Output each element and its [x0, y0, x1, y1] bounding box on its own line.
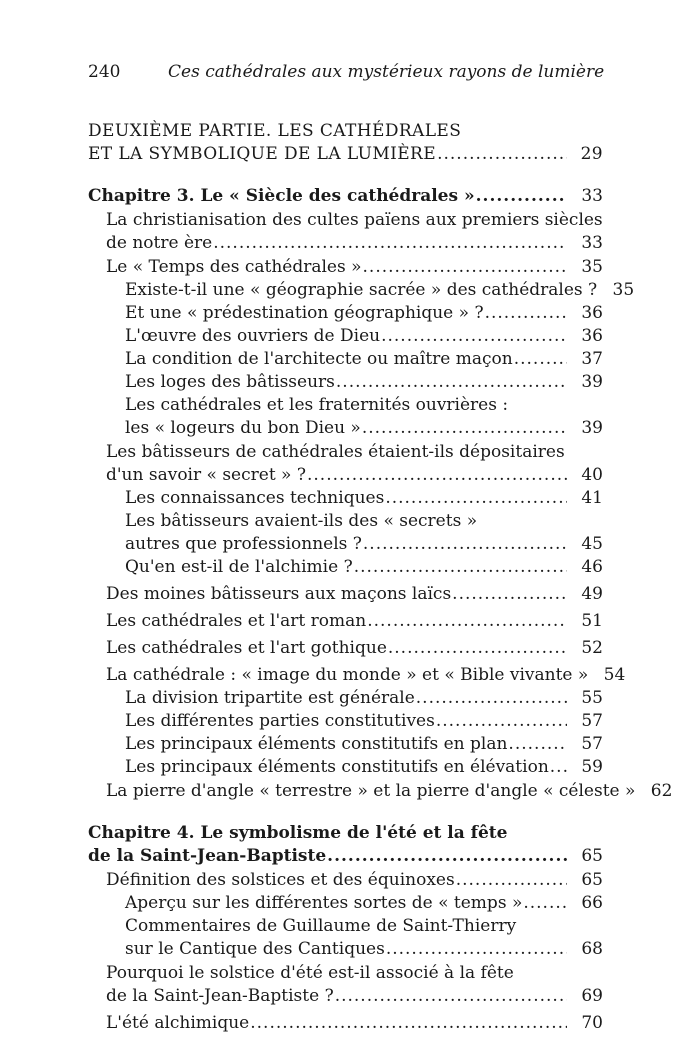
leader-dots — [335, 985, 567, 1008]
page-ref: 46 — [581, 557, 603, 577]
entry-title: Les principaux éléments constitutifs en élévation — [125, 757, 549, 777]
entry-title-line2: les « logeurs du bon Dieu » — [125, 418, 361, 438]
chapter-title: Chapitre 3. Le « Siècle des cathédrales » — [88, 186, 475, 206]
leader-dots — [367, 610, 567, 633]
toc-entry — [88, 780, 673, 803]
leader-dots — [508, 733, 567, 756]
entry-title: L'été alchimique — [106, 1013, 250, 1033]
page-ref: 39 — [581, 372, 603, 392]
entry-title: La division tripartite est générale — [125, 688, 415, 708]
leader-dots — [307, 464, 567, 487]
page-ref: 40 — [581, 465, 603, 485]
entry-title-line2: de la Saint-Jean-Baptiste ? — [106, 986, 334, 1006]
entry-title: Les cathédrales et l'art roman — [106, 611, 367, 631]
toc-subentry — [88, 892, 603, 915]
page-ref: 39 — [581, 418, 603, 438]
toc-subentry — [88, 302, 603, 325]
toc-subentry — [88, 487, 603, 510]
page-ref: 36 — [581, 303, 603, 323]
running-header — [88, 62, 603, 90]
leader-dots — [523, 892, 567, 915]
page-ref: 65 — [581, 870, 603, 890]
leader-dots — [437, 143, 567, 166]
leader-dots — [336, 371, 567, 394]
toc-subentry — [88, 510, 603, 556]
leader-dots — [456, 869, 567, 892]
leader-dots — [250, 1012, 567, 1035]
toc-entry — [88, 869, 603, 892]
entry-title: La pierre d'angle « terrestre » et la pierre d'angle « céleste » — [106, 781, 636, 801]
page-ref: 35 — [612, 280, 635, 300]
entry-title: Définition des solstices et des équinoxes — [106, 870, 455, 890]
entry-title: Les principaux éléments constitutifs en plan — [125, 734, 508, 754]
page-ref: 36 — [581, 326, 603, 346]
page-ref: 68 — [581, 939, 603, 959]
leader-dots — [436, 710, 567, 733]
entry-title: Les loges des bâtisseurs — [125, 372, 335, 392]
chapter-title-line1: Chapitre 4. Le symbolisme de l'été et la fête — [88, 823, 508, 843]
toc-subentry — [88, 279, 635, 302]
toc-entry — [88, 256, 603, 279]
entry-title-line1: Les cathédrales et les fraternités ouvrières : — [125, 395, 509, 415]
toc-entry — [88, 637, 603, 660]
page-ref: 33 — [581, 233, 603, 253]
toc-subentry — [88, 687, 603, 710]
toc-chapter-3 — [88, 185, 603, 208]
page-ref: 52 — [581, 638, 603, 658]
toc-entry — [88, 962, 603, 1008]
leader-dots — [385, 487, 567, 510]
page-ref: 54 — [603, 665, 626, 685]
leader-dots — [213, 232, 567, 255]
toc-entry — [88, 664, 626, 687]
entry-title-line1: Les bâtisseurs avaient-ils des « secrets » — [125, 511, 478, 531]
toc-subentry — [88, 556, 603, 579]
entry-title-line1: La christianisation des cultes païens aux premiers siècles — [106, 210, 603, 230]
toc-subentry — [88, 733, 603, 756]
entry-title-line2: sur le Cantique des Cantiques — [125, 939, 385, 959]
entry-title: Des moines bâtisseurs aux maçons laïcs — [106, 584, 452, 604]
toc-subentry — [88, 371, 603, 394]
entry-title: Aperçu sur les différentes sortes de « temps » — [125, 893, 523, 913]
leader-dots — [550, 756, 567, 779]
entry-title-line1: Les bâtisseurs de cathédrales étaient-ils dépositaires — [106, 442, 565, 462]
toc-subentry — [88, 325, 603, 348]
entry-title: Le « Temps des cathédrales » — [106, 257, 362, 277]
toc-entry — [88, 583, 603, 606]
leader-dots — [354, 556, 567, 579]
leader-dots — [386, 938, 567, 961]
toc-subentry — [88, 915, 603, 961]
entry-title: Les connaissances techniques — [125, 488, 385, 508]
entry-title: Les cathédrales et l'art gothique — [106, 638, 387, 658]
entry-title-line1: Pourquoi le solstice d'été est-il associé à la fête — [106, 963, 514, 983]
toc-subentry — [88, 710, 603, 733]
leader-dots — [485, 302, 567, 325]
leader-dots — [416, 687, 567, 710]
page-ref: 70 — [581, 1013, 603, 1033]
page-ref: 65 — [581, 846, 603, 866]
page-ref: 49 — [581, 584, 603, 604]
page-ref: 59 — [581, 757, 603, 777]
leader-dots — [327, 845, 567, 868]
toc-entry — [88, 441, 603, 487]
page-ref: 55 — [581, 688, 603, 708]
page-ref: 35 — [581, 257, 603, 277]
toc-subentry — [88, 394, 603, 440]
entry-title: La condition de l'architecte ou maître maçon — [125, 349, 513, 369]
part-title-line2: ET LA SYMBOLIQUE DE LA LUMIÈRE — [88, 144, 437, 164]
toc-entry — [88, 209, 603, 255]
page-ref: 69 — [581, 986, 603, 1006]
toc-part-heading — [88, 120, 603, 166]
toc-entry — [88, 1012, 603, 1035]
leader-dots — [363, 256, 567, 279]
part-title-line1: DEUXIÈME PARTIE. LES CATHÉDRALES — [88, 121, 462, 141]
running-title: Ces cathédrales aux mystérieux rayons de lumière — [168, 62, 605, 82]
entry-title-line1: Commentaires de Guillaume de Saint-Thierry — [125, 916, 517, 936]
chapter-title-line2: de la Saint-Jean-Baptiste — [88, 846, 327, 866]
toc-chapter-4 — [88, 822, 603, 868]
entry-title: Les différentes parties constitutives — [125, 711, 435, 731]
page-ref: 33 — [581, 186, 603, 206]
page-ref: 51 — [581, 611, 603, 631]
entry-title: Et une « prédestination géographique » ? — [125, 303, 484, 323]
toc-subentry — [88, 756, 603, 779]
table-of-contents — [88, 120, 673, 1035]
page-ref: 57 — [581, 734, 603, 754]
entry-title: Qu'en est-il de l'alchimie ? — [125, 557, 353, 577]
leader-dots — [362, 417, 567, 440]
entry-title: Existe-t-il une « géographie sacrée » des cathédrales ? — [125, 280, 598, 300]
toc-subentry — [88, 348, 603, 371]
entry-title: La cathédrale : « image du monde » et « Bible vivante » — [106, 665, 589, 685]
entry-title-line2: d'un savoir « secret » ? — [106, 465, 306, 485]
leader-dots — [476, 185, 567, 208]
leader-dots — [363, 533, 567, 556]
page-ref: 29 — [580, 144, 603, 164]
page-number: 240 — [88, 62, 121, 82]
page-ref: 41 — [581, 488, 603, 508]
leader-dots — [388, 637, 567, 660]
entry-title-line2: autres que professionnels ? — [125, 534, 362, 554]
toc-entry — [88, 610, 603, 633]
page-ref: 45 — [581, 534, 603, 554]
page-ref: 62 — [650, 781, 673, 801]
leader-dots — [452, 583, 567, 606]
entry-title: L'œuvre des ouvriers de Dieu — [125, 326, 381, 346]
leader-dots — [381, 325, 567, 348]
leader-dots — [514, 348, 567, 371]
page-ref: 66 — [581, 893, 603, 913]
page-ref: 57 — [581, 711, 603, 731]
page-ref: 37 — [581, 349, 603, 369]
entry-title-line2: de notre ère — [106, 233, 213, 253]
